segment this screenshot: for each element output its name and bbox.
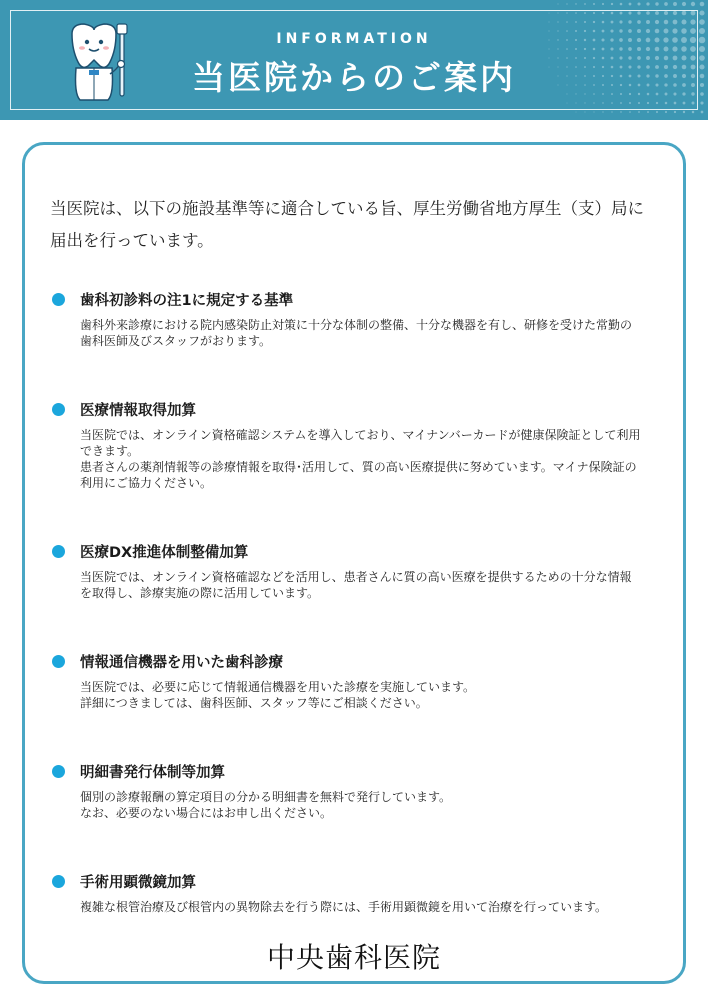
section-microscope: [52, 871, 642, 915]
section-itemized-receipt: [52, 761, 642, 821]
section-line: 当医院では、オンライン資格確認などを活用し、患者さんに質の高い医療を提供するための十分な情報を取得し、診療実施の際に活用しています。: [80, 570, 632, 600]
section-line: 当医院では、必要に応じて情報通信機器を用いた診療を実施しています。: [80, 680, 476, 694]
section-body: [80, 899, 642, 915]
bullet-icon: [52, 875, 65, 888]
section-medical-info: [52, 399, 642, 491]
section-body: [80, 679, 642, 711]
section-title: 歯科初診料の注1に規定する基準: [80, 293, 294, 309]
section-title: 手術用顕微鏡加算: [80, 875, 196, 891]
section-line: 個別の診療報酬の算定項目の分かる明細書を無料で発行しています。: [80, 790, 452, 804]
header-banner: [0, 0, 708, 120]
clinic-name: 中央歯科医院: [266, 941, 441, 974]
section-line: 詳細につきましては、歯科医師、スタッフ等にご相談ください。: [80, 696, 428, 710]
section-line: 当医院では、オンライン資格確認システムを導入しており、マイナンバーカードが健康保険証として利用できます。: [80, 428, 641, 458]
section-title: 医療情報取得加算: [80, 403, 196, 419]
section-body: [80, 427, 642, 491]
section-line: 患者さんの薬剤情報等の診療情報を取得･活用して、質の高い医療提供に努めています。マイナ保険証の利用にご協力ください。: [80, 460, 637, 490]
bullet-icon: [52, 403, 65, 416]
section-body: [80, 789, 642, 821]
section-title: 情報通信機器を用いた歯科診療: [80, 655, 283, 671]
header-subtitle: INFORMATION: [276, 31, 432, 47]
intro-text: 当医院は、以下の施設基準等に適合している旨、厚生労働省地方厚生（支）局に届出を行っています。: [50, 199, 644, 250]
page-title: 当医院からのご案内: [192, 58, 516, 97]
section-title: 明細書発行体制等加算: [80, 765, 225, 781]
section-body: [80, 317, 642, 349]
section-line: 複雑な根管治療及び根管内の異物除去を行う際には、手術用顕微鏡を用いて治療を行っています。: [80, 900, 608, 914]
section-telemedicine: [52, 651, 642, 711]
bullet-icon: [52, 765, 65, 778]
section-line: 歯科外来診療における院内感染防止対策に十分な体制の整備、十分な機器を有し、研修を受けた常勤の歯科医師及びスタッフがおります。: [80, 318, 633, 348]
bullet-icon: [52, 655, 65, 668]
section-medical-dx: [52, 541, 642, 601]
section-title: 医療DX推進体制整備加算: [80, 545, 249, 561]
bullet-icon: [52, 293, 65, 306]
section-initial-consultation: [52, 289, 642, 349]
section-line: なお、必要のない場合にはお申し出ください。: [80, 806, 333, 820]
bullet-icon: [52, 545, 65, 558]
section-body: [80, 569, 642, 601]
